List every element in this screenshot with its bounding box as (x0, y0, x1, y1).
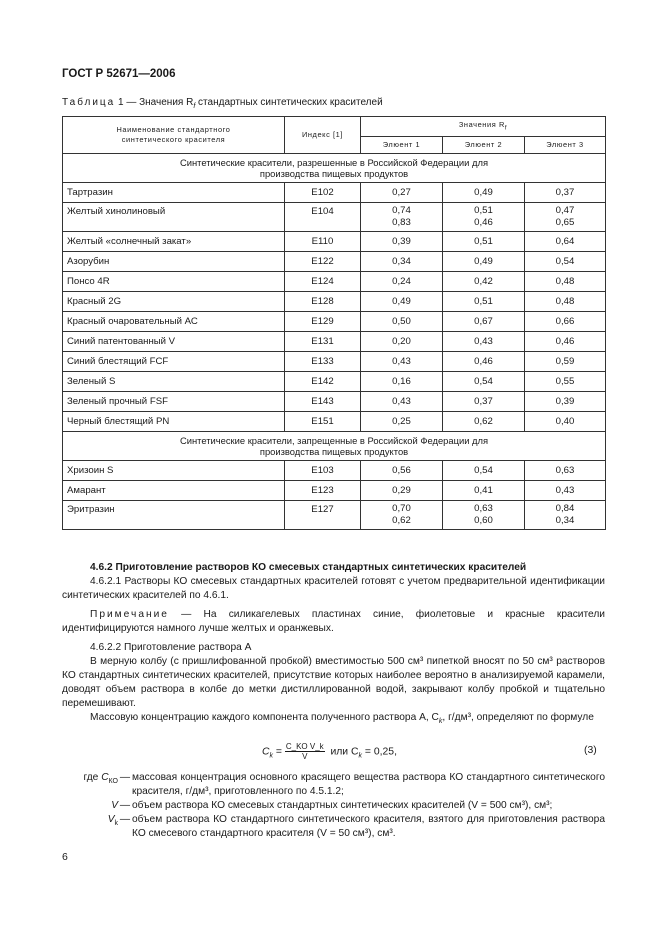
table-row (63, 292, 606, 312)
rf-eluent-1 (361, 461, 443, 481)
rf-eluent-1-value: 0,70 (392, 503, 411, 514)
formula-fraction (285, 742, 325, 761)
rf-eluent-1 (361, 203, 443, 232)
rf-eluent-1-value: 0,25 (392, 415, 411, 427)
rf-eluent-2-value: 0,51 (474, 295, 493, 307)
rf-eluent-2-value: 0,49 (474, 255, 493, 267)
mass-text: Массовую концентрацию каждого компонента полученного раствора А, C (90, 712, 439, 723)
dye-name: Красный 2G (63, 292, 285, 312)
dye-name: Синий блестящий FCF (63, 352, 285, 372)
table-row (63, 461, 606, 481)
table-row (63, 183, 606, 203)
rf-eluent-3-value: 0,63 (555, 464, 575, 476)
rf-eluent-2-value: 0,60 (474, 515, 493, 526)
rf-eluent-1-value: 0,29 (392, 484, 411, 496)
rf-eluent-1-value: 0,83 (392, 217, 411, 228)
body-text (62, 561, 605, 729)
col-values-sub: f (504, 125, 508, 132)
caption-sub: f (193, 103, 196, 110)
rf-eluent-3 (525, 232, 606, 252)
rf-eluent-2-value: 0,43 (474, 335, 493, 347)
rf-eluent-1-value: 0,39 (392, 235, 411, 247)
dye-name: Эритразин (63, 501, 285, 530)
formula-number: (3) (584, 745, 597, 756)
dye-index: E102 (285, 183, 361, 203)
rf-eluent-3 (525, 252, 606, 272)
rf-eluent-1-value: 0,20 (392, 335, 411, 347)
rf-eluent-1 (361, 332, 443, 352)
rf-eluent-2 (443, 461, 525, 481)
rf-eluent-3-value: 0,64 (555, 235, 575, 247)
formula: $C_k$ = $\frac{\text{C\_KO V\_k}}{V}$ или $C_k = 0,25$, (262, 742, 397, 761)
dye-index: E123 (285, 481, 361, 501)
definition-symbol: V (111, 800, 118, 811)
dye-name: Зеленый S (63, 372, 285, 392)
rf-eluent-1 (361, 232, 443, 252)
table-row (63, 481, 606, 501)
definition-row: V — объем раствора КО смесевых стандартных синтетических красителей (V = 500 см³), см³; (62, 799, 605, 813)
dye-name: Красный очаровательный АС (63, 312, 285, 332)
rf-eluent-3 (525, 352, 606, 372)
table-row (63, 501, 606, 530)
col-name-header: Наименование стандартного синтетического красителя (63, 117, 285, 154)
rf-eluent-2 (443, 272, 525, 292)
table-row (63, 412, 606, 432)
rf-eluent-2-value: 0,49 (474, 186, 493, 198)
dye-index: E142 (285, 372, 361, 392)
dye-index: E127 (285, 501, 361, 530)
formula-lhs-sub: k (269, 752, 274, 760)
rf-eluent-2 (443, 372, 525, 392)
table-row (63, 252, 606, 272)
paragraph-mass (62, 711, 605, 729)
rf-eluent-1-value: 0,27 (392, 186, 411, 198)
rf-eluent-1-value: 0,74 (392, 205, 411, 216)
dye-index: E122 (285, 252, 361, 272)
rf-eluent-3 (525, 272, 606, 292)
rf-eluent-2 (443, 412, 525, 432)
rf-eluent-2-value: 0,67 (474, 315, 493, 327)
definitions (62, 771, 605, 841)
dye-name: Азорубин (63, 252, 285, 272)
rf-eluent-1 (361, 292, 443, 312)
rf-eluent-2 (443, 332, 525, 352)
rf-eluent-2 (443, 232, 525, 252)
rf-eluent-1 (361, 412, 443, 432)
definition-row: $V_k$ — объем раствора КО стандартного синтетического красителя, взятого для приготовления раствора КО смесевого стандартного красителя (V = 50 см³), см³. (62, 813, 605, 841)
rf-eluent-1-value: 0,50 (392, 315, 411, 327)
rf-eluent-1 (361, 183, 443, 203)
section-forbidden-text: Синтетические красители, запрещенные в Российской Федерации для производства пищевых продуктов (179, 435, 489, 457)
rf-eluent-2-value: 0,42 (474, 275, 493, 287)
rf-eluent-1 (361, 252, 443, 272)
rf-eluent-3-value: 0,65 (555, 217, 575, 228)
definition-text: объем раствора КО стандартного синтетического красителя, взятого для приготовления раствора КО смесевого стандартного красителя (V = 50 см³), см³. (132, 814, 605, 839)
section-forbidden (63, 432, 606, 461)
rf-eluent-2-value: 0,46 (474, 217, 493, 228)
table-row (63, 332, 606, 352)
rf-eluent-3-value: 0,48 (555, 275, 575, 287)
rf-eluent-1 (361, 312, 443, 332)
rf-eluent-3-value: 0,47 (555, 205, 575, 216)
dye-index: E104 (285, 203, 361, 232)
caption-rest: 1 — Значения R (118, 97, 194, 108)
rf-eluent-3-value: 0,55 (555, 375, 575, 387)
note-paragraph (62, 608, 605, 636)
section-allowed-text: Синтетические красители, разрешенные в Российской Федерации для производства пищевых продуктов (179, 157, 489, 179)
rf-eluent-2-value: 0,37 (474, 395, 493, 407)
rf-eluent-2 (443, 392, 525, 412)
rf-eluent-3 (525, 183, 606, 203)
rf-eluent-1-value: 0,24 (392, 275, 411, 287)
rf-eluent-2 (443, 183, 525, 203)
rf-eluent-2-value: 0,63 (474, 503, 493, 514)
col-values-header (361, 117, 606, 137)
rf-eluent-1-value: 0,43 (392, 395, 411, 407)
rf-eluent-3 (525, 461, 606, 481)
dye-name: Желтый «солнечный закат» (63, 232, 285, 252)
rf-eluent-3-value: 0,43 (555, 484, 575, 496)
rf-eluent-2-value: 0,54 (474, 375, 493, 387)
rf-eluent-3 (525, 292, 606, 312)
rf-eluent-3 (525, 203, 606, 232)
rf-eluent-1-value: 0,56 (392, 464, 411, 476)
standard-header: ГОСТ Р 52671—2006 (62, 68, 176, 80)
definition-symbol: $V_k$ (107, 814, 118, 828)
rf-eluent-2-value: 0,62 (474, 415, 493, 427)
rf-eluent-1 (361, 481, 443, 501)
rf-eluent-1-value: 0,16 (392, 375, 411, 387)
dye-index: E124 (285, 272, 361, 292)
definition-text: объем раствора КО смесевых стандартных синтетических красителей (V = 500 см³), см³; (132, 800, 553, 811)
rf-eluent-3 (525, 392, 606, 412)
rf-eluent-2 (443, 481, 525, 501)
rf-eluent-3-value: 0,59 (555, 355, 575, 367)
table-row (63, 352, 606, 372)
rf-eluent-3 (525, 501, 606, 530)
rf-eluent-2-value: 0,46 (474, 355, 493, 367)
rf-eluent-2-value: 0,54 (474, 464, 493, 476)
rf-eluent-3-value: 0,84 (555, 503, 575, 514)
caption-tail: стандартных синтетических красителей (195, 97, 383, 108)
dye-index: E110 (285, 232, 361, 252)
dye-index: E151 (285, 412, 361, 432)
formula-numerator: C_KO V_k (285, 742, 324, 751)
dye-index: E133 (285, 352, 361, 372)
table-row (63, 372, 606, 392)
paragraph-4622: 4.6.2.2 Приготовление раствора А (90, 642, 252, 653)
dye-index: E103 (285, 461, 361, 481)
dye-name: Тартразин (63, 183, 285, 203)
rf-eluent-1-value: 0,34 (392, 255, 411, 267)
rf-eluent-3-value: 0,34 (555, 515, 575, 526)
table-row (63, 312, 606, 332)
rf-eluent-1 (361, 392, 443, 412)
rf-eluent-3 (525, 412, 606, 432)
section-heading-462: 4.6.2 Приготовление растворов КО смесевых стандартных синтетических красителей (90, 562, 527, 573)
rf-eluent-2 (443, 501, 525, 530)
rf-eluent-1 (361, 372, 443, 392)
definition-row: где $C_{КО}$ — массовая концентрация основного красящего вещества раствора КО стандартного синтетического красителя, г/дм³, приготовленного по 4.5.1.2; (62, 771, 605, 799)
formula-alt-sub: k (358, 752, 362, 760)
formula-lhs: C (262, 746, 270, 758)
page-number: 6 (62, 851, 68, 863)
dye-name: Амарант (63, 481, 285, 501)
rf-eluent-1 (361, 272, 443, 292)
note-label: Примечание (90, 609, 169, 620)
table-caption (62, 97, 383, 110)
dye-name: Синий патентованный V (63, 332, 285, 352)
rf-eluent-2 (443, 203, 525, 232)
rf-eluent-3 (525, 481, 606, 501)
rf-eluent-3-value: 0,39 (555, 395, 575, 407)
col-e3-header: Элюент 3 (525, 137, 606, 154)
rf-eluent-1-value: 0,49 (392, 295, 411, 307)
dye-name: Зеленый прочный FSF (63, 392, 285, 412)
rf-eluent-2-value: 0,51 (474, 235, 493, 247)
col-e1-header: Элюент 1 (361, 137, 443, 154)
mass-sub: k (438, 718, 443, 726)
dye-index: E129 (285, 312, 361, 332)
dye-name: Хризоин S (63, 461, 285, 481)
rf-eluent-3 (525, 332, 606, 352)
paragraph-4621: 4.6.2.1 Растворы КО смесевых стандартных красителей готовят с учетом предварительной идентификации синтетических красителей по 4.6.1. (62, 576, 605, 601)
table-row (63, 272, 606, 292)
col-e2-header: Элюент 2 (443, 137, 525, 154)
rf-eluent-2 (443, 312, 525, 332)
formula-denominator: V (302, 752, 308, 761)
table-row (63, 203, 606, 232)
rf-eluent-3-value: 0,37 (555, 186, 575, 198)
rf-eluent-1-value: 0,43 (392, 355, 411, 367)
formula-alt-value: = 0,25, (362, 746, 397, 758)
definition-symbol: где $C_{КО}$ (83, 772, 118, 786)
definition-text: массовая концентрация основного красящего вещества раствора КО стандартного синтетического красителя, г/дм³, приготовленного по 4.5.1.2; (132, 772, 605, 797)
dye-name: Черный блестящий PN (63, 412, 285, 432)
rf-values-table (62, 116, 606, 530)
mass-tail: , г/дм³, определяют по формуле (442, 712, 594, 723)
table-row (63, 392, 606, 412)
rf-eluent-3-value: 0,46 (555, 335, 575, 347)
rf-eluent-3-value: 0,54 (555, 255, 575, 267)
rf-eluent-2 (443, 252, 525, 272)
rf-eluent-3-value: 0,40 (555, 415, 575, 427)
caption-prefix: Таблица (62, 97, 116, 108)
rf-eluent-2-value: 0,41 (474, 484, 493, 496)
rf-eluent-2-value: 0,51 (474, 205, 493, 216)
table-row (63, 232, 606, 252)
dye-index: E128 (285, 292, 361, 312)
col-values-label: Значения R (458, 119, 505, 129)
rf-eluent-3 (525, 312, 606, 332)
note-text: — На силикагелевых пластинах синие, фиолетовые и красные красители идентифицируются намного лучше желтых и оранжевых. (62, 609, 605, 634)
rf-eluent-1-value: 0,62 (392, 515, 411, 526)
dye-name: Желтый хинолиновый (63, 203, 285, 232)
dye-name: Понсо 4R (63, 272, 285, 292)
rf-eluent-3-value: 0,66 (555, 315, 575, 327)
rf-eluent-1 (361, 352, 443, 372)
rf-eluent-2 (443, 292, 525, 312)
section-allowed (63, 154, 606, 183)
where-word: где (83, 772, 102, 783)
dye-index: E143 (285, 392, 361, 412)
rf-eluent-3-value: 0,48 (555, 295, 575, 307)
formula-alt: или C (330, 746, 359, 758)
dye-index: E131 (285, 332, 361, 352)
rf-eluent-3 (525, 372, 606, 392)
paragraph-flask: В мерную колбу (с пришлифованной пробкой) вместимостью 500 см³ пипеткой вносят по 50 см³ растворов КО стандартных синтетических красителей, присутствие которых наиболее вероятно в анализируемой карамели, доводят объем раствора в колбе до метки дистиллированной водой, закрывают колбу пробкой и тщательно перемешивают. (62, 656, 605, 709)
col-index-header: Индекс [1] (285, 117, 361, 154)
rf-eluent-1 (361, 501, 443, 530)
rf-eluent-2 (443, 352, 525, 372)
